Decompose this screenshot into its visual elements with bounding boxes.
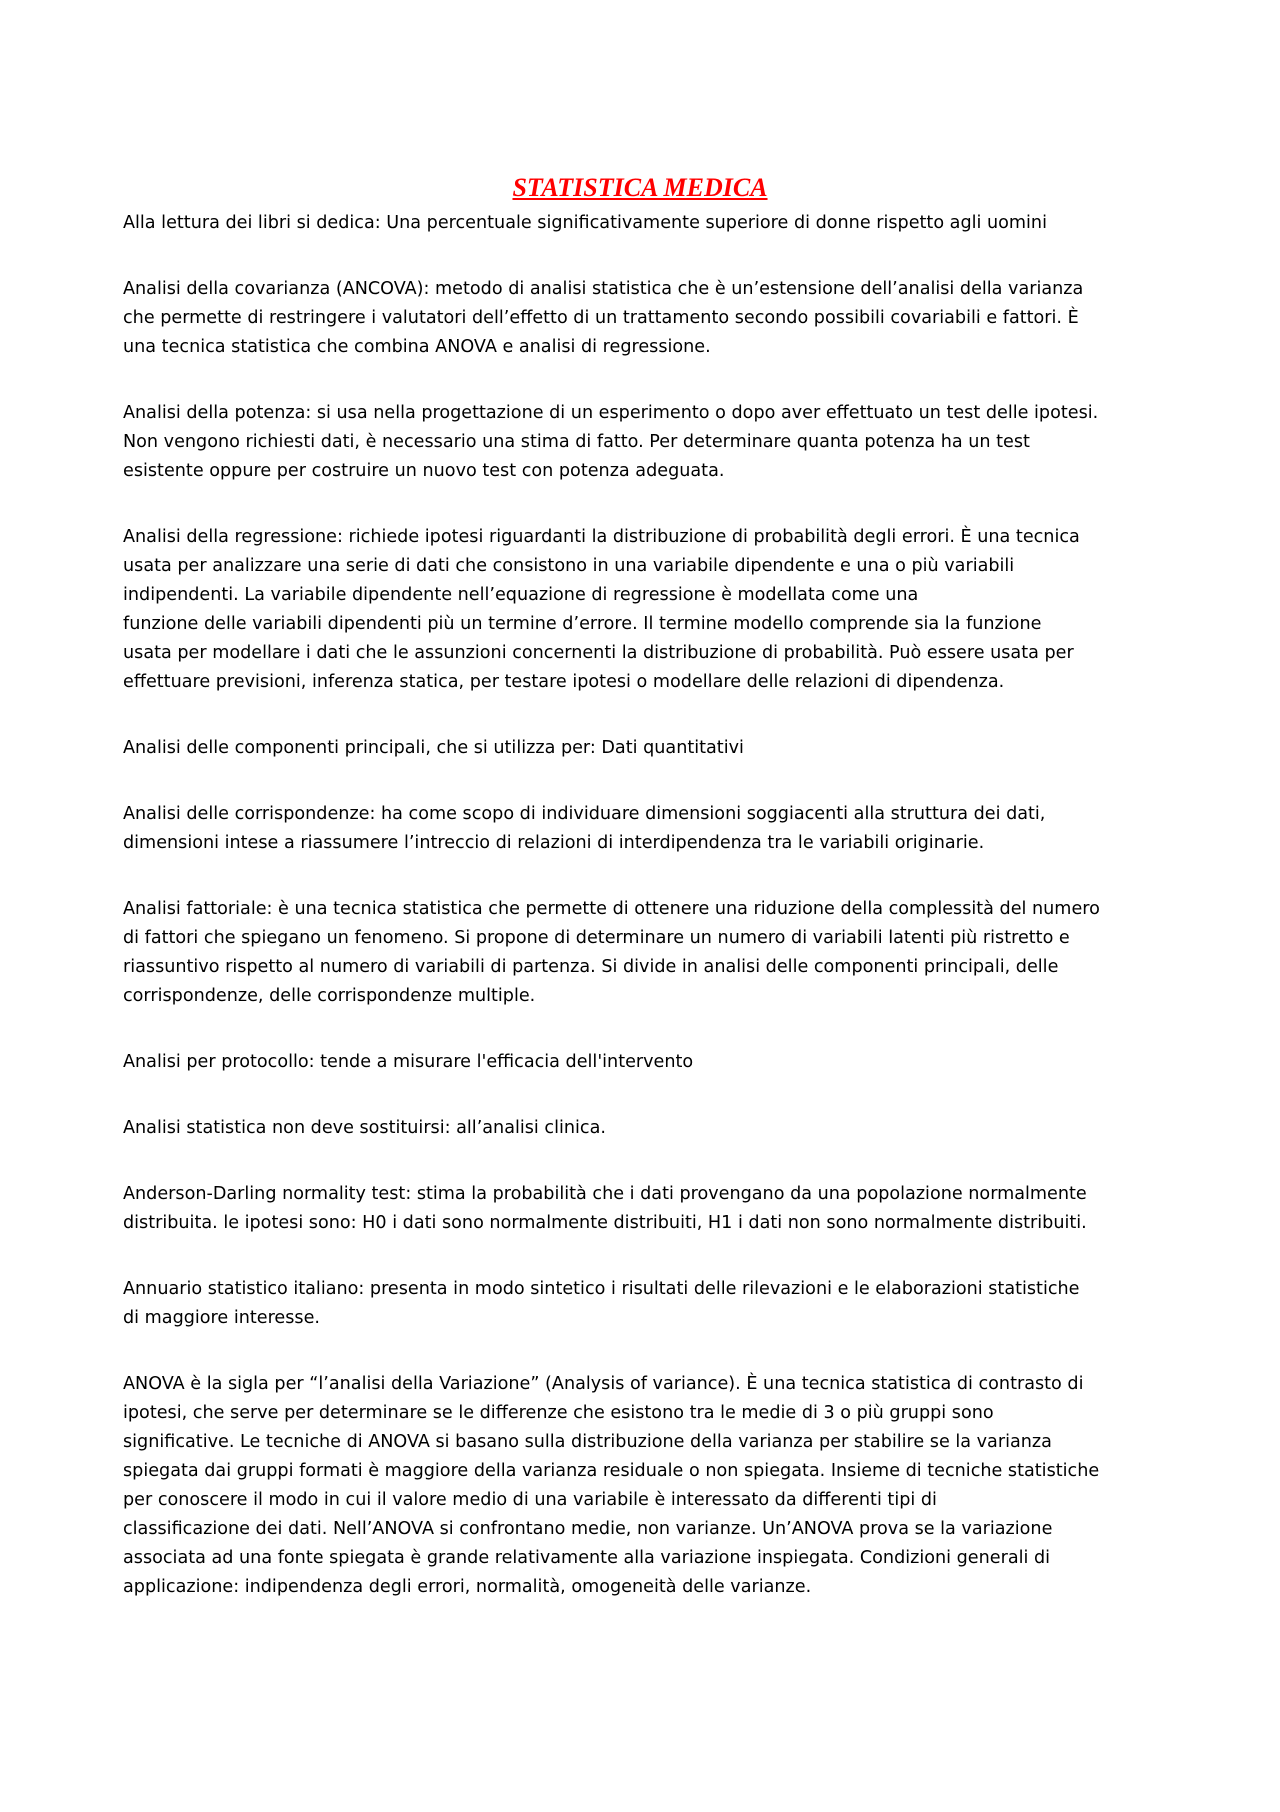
- paragraph-line: Alla lettura dei libri si dedica: Una percentuale significativamente superiore di donne rispetto agli uomini: [123, 213, 1047, 233]
- paragraph-line: per conoscere il modo in cui il valore medio di una variabile è interessato da differenti tipi di: [123, 1490, 937, 1510]
- paragraph-regressione: [123, 523, 1183, 697]
- paragraph-protocollo: [123, 1048, 1183, 1077]
- paragraph-line: Analisi per protocollo: tende a misurare l'efficacia dell'intervento: [123, 1052, 694, 1072]
- paragraph-line: Analisi della regressione: richiede ipotesi riguardanti la distribuzione di probabilità degli errori. È una tecnica: [123, 527, 1080, 547]
- paragraph-line: ANOVA è la sigla per “l’analisi della Variazione” (Analysis of variance). È una tecnica statistica di contrasto di: [123, 1374, 1084, 1394]
- paragraph-line: classificazione dei dati. Nell’ANOVA si confrontano medie, non varianze. Un’ANOVA prova se la variazione: [123, 1519, 1053, 1539]
- paragraph-line: significative. Le tecniche di ANOVA si basano sulla distribuzione della varianza per stabilire se la varianza: [123, 1432, 1052, 1452]
- paragraph-line: che permette di restringere i valutatori dell’effetto di un trattamento secondo possibili covariabili e fattori. È: [123, 308, 1079, 328]
- paragraph-line: spiegata dai gruppi formati è maggiore della varianza residuale o non spiegata. Insieme di tecniche statistiche: [123, 1461, 1100, 1481]
- paragraph-anova: [123, 1370, 1183, 1602]
- paragraph-line: una tecnica statistica che combina ANOVA e analisi di regressione.: [123, 337, 711, 357]
- paragraph-line: corrispondenze, delle corrispondenze multiple.: [123, 986, 536, 1006]
- paragraph-anderson-darling: [123, 1180, 1183, 1238]
- paragraph-line: associata ad una fonte spiegata è grande relativamente alla variazione inspiegata. Condizioni generali di: [123, 1548, 1051, 1568]
- paragraph-line: usata per analizzare una serie di dati che consistono in una variabile dipendente e una o più variabili: [123, 556, 1015, 576]
- paragraph-corrispondenze: [123, 800, 1183, 858]
- paragraph-line: funzione delle variabili dipendenti più un termine d’errore. Il termine modello comprende sia la funzione: [123, 614, 1042, 634]
- paragraph-line: Analisi fattoriale: è una tecnica statistica che permette di ottenere una riduzione della complessità del numero: [123, 899, 1100, 919]
- paragraph-line: ipotesi, che serve per determinare se le differenze che esistono tra le medie di 3 o più gruppi sono: [123, 1403, 994, 1423]
- paragraph-potenza: [123, 399, 1183, 486]
- paragraph-annuario: [123, 1275, 1183, 1333]
- paragraph-componenti-principali: [123, 734, 1183, 763]
- paragraph-line: Annuario statistico italiano: presenta in modo sintetico i risultati delle rilevazioni e le elaborazioni statistiche: [123, 1279, 1080, 1299]
- paragraph-line: dimensioni intese a riassumere l’intreccio di relazioni di interdipendenza tra le variabili originarie.: [123, 833, 985, 853]
- document-body: [123, 209, 1183, 1639]
- paragraph-ancova: [123, 275, 1183, 362]
- paragraph-line: Analisi della covarianza (ANCOVA): metodo di analisi statistica che è un’estensione dell’analisi della varianza: [123, 279, 1084, 299]
- paragraph-lettura-libri: [123, 209, 1183, 238]
- paragraph-line: riassuntivo rispetto al numero di variabili di partenza. Si divide in analisi delle componenti principali, delle: [123, 957, 1059, 977]
- paragraph-line: Analisi delle corrispondenze: ha come scopo di individuare dimensioni soggiacenti alla struttura dei dati,: [123, 804, 1046, 824]
- paragraph-line: Anderson-Darling normality test: stima la probabilità che i dati provengano da una popolazione normalmente: [123, 1184, 1087, 1204]
- paragraph-line: Analisi statistica non deve sostituirsi: all’analisi clinica.: [123, 1118, 606, 1138]
- paragraph-line: distribuita. le ipotesi sono: H0 i dati sono normalmente distribuiti, H1 i dati non sono normalmente distribuiti.: [123, 1213, 1087, 1233]
- paragraph-line: Analisi delle componenti principali, che si utilizza per: Dati quantitativi: [123, 738, 744, 758]
- paragraph-line: esistente oppure per costruire un nuovo test con potenza adeguata.: [123, 461, 725, 481]
- paragraph-line: effettuare previsioni, inferenza statica, per testare ipotesi o modellare delle relazioni di dipendenza.: [123, 672, 1005, 692]
- page-title: STATISTICA MEDICA: [512, 173, 768, 202]
- paragraph-line: usata per modellare i dati che le assunzioni concernenti la distribuzione di probabilità. Può essere usata per: [123, 643, 1074, 663]
- paragraph-line: di fattori che spiegano un fenomeno. Si propone di determinare un numero di variabili latenti più ristretto e: [123, 928, 1070, 948]
- paragraph-line: di maggiore interesse.: [123, 1308, 321, 1328]
- paragraph-line: Analisi della potenza: si usa nella progettazione di un esperimento o dopo aver effettuato un test delle ipotesi.: [123, 403, 1099, 423]
- paragraph-fattoriale: [123, 895, 1183, 1011]
- paragraph-line: Non vengono richiesti dati, è necessario una stima di fatto. Per determinare quanta potenza ha un test: [123, 432, 1030, 452]
- paragraph-line: indipendenti. La variabile dipendente nell’equazione di regressione è modellata come una: [123, 585, 919, 605]
- paragraph-analisi-statistica: [123, 1114, 1183, 1143]
- paragraph-line: applicazione: indipendenza degli errori, normalità, omogeneità delle varianze.: [123, 1577, 812, 1597]
